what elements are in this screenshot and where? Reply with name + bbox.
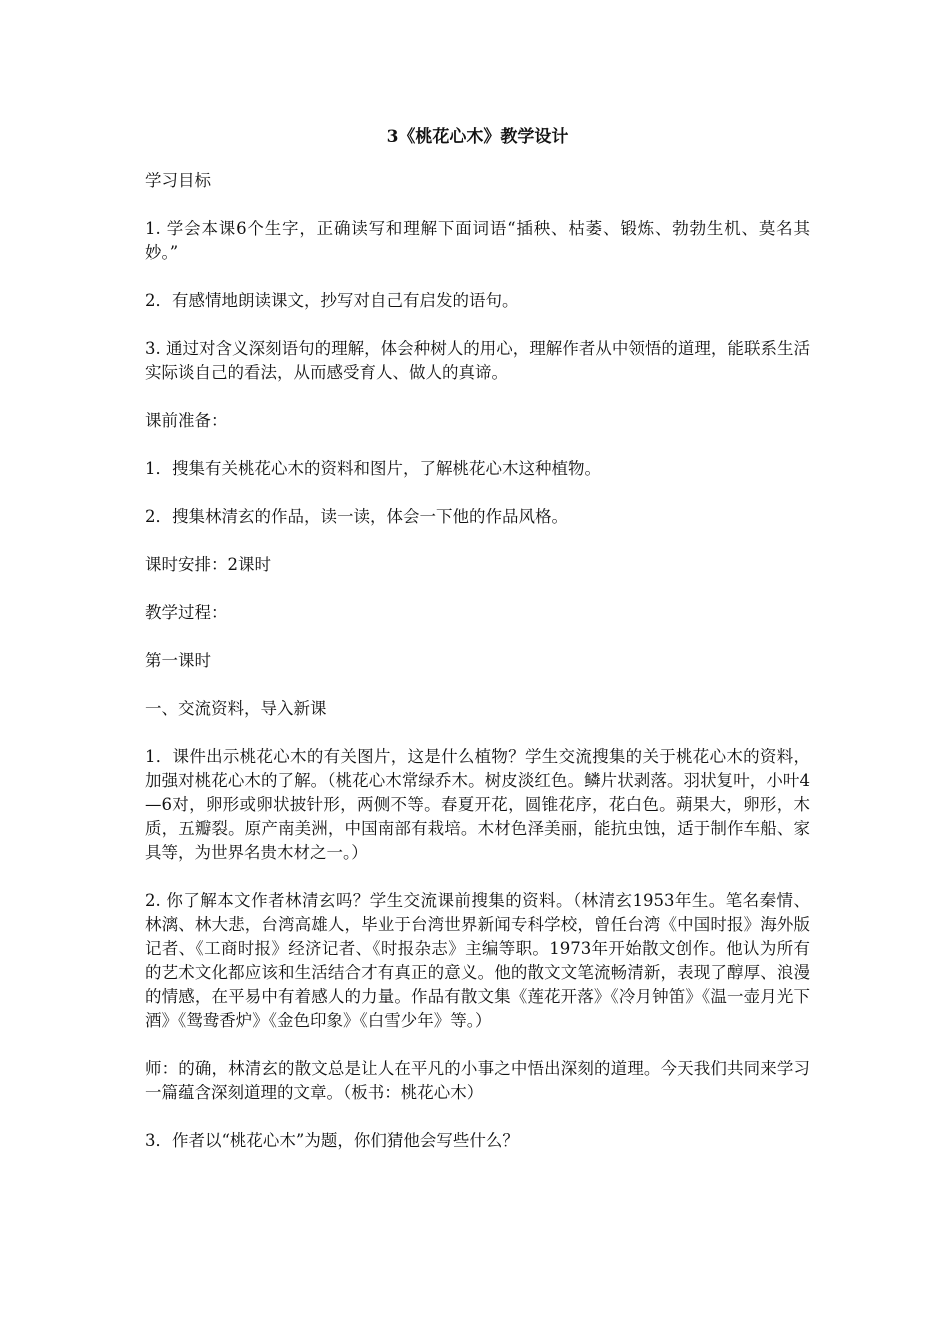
section-heading-objectives: 学习目标 (145, 171, 211, 190)
section-heading-process: 教学过程： (145, 603, 228, 622)
schedule: 课时安排：2课时 (145, 555, 271, 574)
objective-3: 3. 通过对含义深刻语句的理解，体会种树人的用心，理解作者从中领悟的道理，能联系生活实际谈自己的看法，从而感受育人、做人的真谛。 (145, 339, 810, 382)
preparation-1: 1．搜集有关桃花心木的资料和图片，了解桃花心木这种植物。 (145, 459, 601, 478)
objective-2: 2．有感情地朗读课文，抄写对自己有启发的语句。 (145, 291, 519, 310)
step-heading: 一、交流资料，导入新课 (145, 699, 327, 718)
step-1: 1．课件出示桃花心木的有关图片，这是什么植物？学生交流搜集的关于桃花心木的资料，加强对桃花心木的了解。（桃花心木常绿乔木。树皮淡红色。鳞片状剥落。羽状复叶，小叶4—6对，卵形或卵状披针形，两侧不等。春夏开花，圆锥花序，花白色。蒴果大，卵形，木质，五瓣裂。原产南美洲，中国南部有栽培。木材色泽美丽，能抗虫蚀，适于制作车船、家具等，为世界名贵木材之一。） (145, 747, 810, 862)
teacher-remark: 师：的确，林清玄的散文总是让人在平凡的小事之中悟出深刻的道理。今天我们共同来学习一篇蕴含深刻道理的文章。（板书：桃花心木） (145, 1059, 810, 1102)
step-2: 2. 你了解本文作者林清玄吗？学生交流课前搜集的资料。（林清玄1953年生。笔名秦情、林漓、林大悲，台湾高雄人，毕业于台湾世界新闻专科学校，曾任台湾《中国时报》海外版记者、《工商时报》经济记者、《时报杂志》主编等职。1973年开始散文创作。他认为所有的艺术文化都应该和生活结合才有真正的意义。他的散文文笔流畅清新，表现了醇厚、浪漫的情感，在平易中有着感人的力量。作品有散文集《莲花开落》《冷月钟笛》《温一壶月光下酒》《鸳鸯香炉》《金色印象》《白雪少年》等。） (145, 891, 810, 1030)
objective-1: 1. 学会本课6个生字，正确读写和理解下面词语“插秧、枯萎、锻炼、勃勃生机、莫名其妙。” (145, 219, 810, 262)
section-heading-preparation: 课前准备： (145, 411, 228, 430)
step-3: 3．作者以“桃花心木”为题，你们猜他会写些什么？ (145, 1131, 519, 1150)
document-page (145, 122, 810, 1177)
document-title: 3《桃花心木》教学设计 (386, 127, 569, 147)
lesson-heading: 第一课时 (145, 651, 211, 670)
preparation-2: 2．搜集林清玄的作品，读一读，体会一下他的作品风格。 (145, 507, 568, 526)
